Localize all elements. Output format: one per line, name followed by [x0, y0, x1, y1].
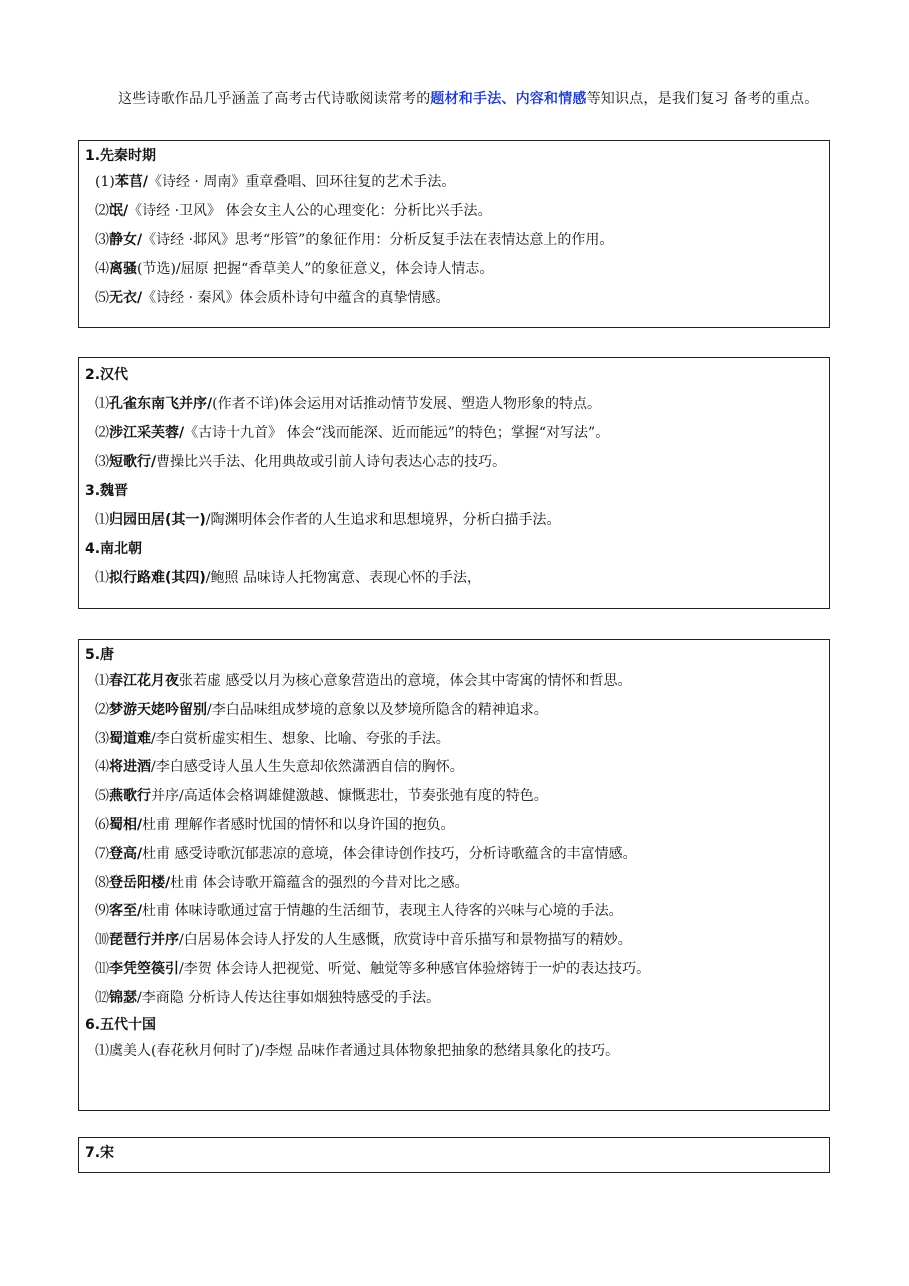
poem-description: 《诗经 ·卫风》 体会女主人公的心理变化：分析比兴手法。 [128, 203, 492, 219]
poem-list-item [85, 926, 823, 955]
poem-description: (节选)/屈原 把握“香草美人”的象征意义，体会诗人情志。 [137, 261, 494, 277]
poem-description: /陶渊明体会作者的人生追求和思想境界，分析白描手法。 [205, 512, 561, 528]
item-number: ⑼ [95, 903, 109, 920]
poem-title: 琵琶行并序 [109, 932, 179, 949]
poem-title: 静女/ [109, 232, 143, 248]
item-number: ⑷ [95, 261, 109, 277]
poem-title: 蜀道难 [109, 730, 151, 747]
poem-title: 梦游天姥吟留别 [109, 701, 207, 718]
item-number: ⑻ [95, 874, 109, 891]
item-number: ⑴ [95, 673, 109, 689]
item-number: ⑷ [95, 759, 109, 776]
poem-title: 锦瑟 [109, 989, 137, 1006]
item-number: ⑺ [95, 845, 109, 862]
section-box-pre-qin [78, 140, 830, 328]
item-number: ⑴ [95, 570, 109, 586]
poem-description: 杜甫 体味诗歌通过富于情趣的生活细节，表现主人待客的兴味与心境的手法。 [142, 903, 623, 920]
poem-list-item [85, 696, 823, 725]
section-heading: 5.唐 [85, 647, 115, 663]
intro-text-after: 等知识点，是我们复习 备考的重点。 [586, 91, 819, 107]
poem-title: 拟行路难(其四) [109, 570, 206, 586]
section-heading: 7.宋 [85, 1145, 115, 1161]
poem-title: 登高/ [109, 845, 143, 862]
section-heading: 3.魏晋 [85, 483, 129, 499]
poem-list-item [85, 897, 823, 926]
poem-description: /鲍照 品味诗人托物寓意、表现心怀的手法， [205, 570, 481, 586]
item-number: ⑶ [95, 232, 109, 248]
section-heading: 6.五代十国 [85, 1016, 157, 1033]
poem-description: (作者不详)体会运用对话推动情节发展、塑造人物形象的特点。 [212, 396, 602, 412]
poem-title: 李凭箜篌引 [109, 960, 179, 977]
poem-list-item [85, 284, 823, 313]
item-number: ⑿ [95, 989, 109, 1006]
intro-paragraph [84, 86, 826, 112]
item-number: ⑵ [95, 203, 109, 219]
poem-list-item [85, 506, 823, 535]
poem-list-item [85, 226, 823, 255]
item-number: ⑴ [95, 396, 109, 412]
poem-description: 《诗经 ·邶风》思考“彤管”的象征作用：分析反复手法在表情达意上的作用。 [142, 232, 614, 248]
poem-list-item [85, 782, 823, 811]
section-box-han-wei-nanbei [78, 357, 830, 609]
poem-list-item [85, 984, 823, 1013]
poem-title: 涉江采芙蓉/ [109, 425, 185, 441]
poem-description: 曹操比兴手法、化用典故或引前人诗句表达心志的技巧。 [156, 454, 507, 470]
section-box-tang-five-dynasties [78, 639, 830, 1111]
poem-list-item [85, 564, 823, 593]
item-number: ⑶ [95, 730, 109, 747]
poem-list-item [85, 197, 823, 226]
poem-description: 《古诗十九首》 体会“浅而能深、近而能远”的特色；掌握“对写法”。 [184, 425, 610, 441]
item-number: ⑽ [95, 932, 109, 949]
poem-description: 虞美人(春花秋月何时了)/李煜 品味作者通过具体物象把抽象的愁绪具象化的技巧。 [109, 1042, 620, 1059]
poem-list-item [85, 255, 823, 284]
poem-list-item [85, 667, 823, 696]
poem-description: 杜甫 理解作者感时忧国的情怀和以身许国的抱负。 [142, 816, 455, 833]
item-number: ⑵ [95, 701, 109, 718]
poem-description: 并序/高适体会格调雄健激越、慷慨悲壮，节奏张弛有度的特色。 [151, 788, 548, 805]
poem-description: /李白品味组成梦境的意象以及梦境所隐含的精神追求。 [207, 701, 548, 718]
item-number: ⑴ [95, 1042, 109, 1059]
section-box-song [78, 1137, 830, 1173]
poem-description: /李商隐 分析诗人传达往事如烟独特感受的手法。 [137, 989, 441, 1006]
poem-description: 《诗经 · 周南》重章叠唱、回环往复的艺术手法。 [147, 174, 456, 190]
poem-list-item [85, 811, 823, 840]
item-number: ⑸ [95, 788, 109, 805]
poem-list-item [85, 390, 823, 419]
intro-text-before: 这些诗歌作品几乎涵盖了高考古代诗歌阅读常考的 [118, 91, 431, 107]
item-number: ⑵ [95, 425, 109, 441]
poem-title: 蜀相/ [109, 816, 143, 833]
item-number: ⑹ [95, 816, 109, 833]
poem-title: 无衣/ [109, 290, 143, 306]
poem-title: 将进酒 [109, 759, 151, 776]
poem-title: 氓/ [109, 203, 129, 219]
poem-title: 客至/ [109, 903, 143, 920]
poem-description: /李白赏析虚实相生、想象、比喻、夸张的手法。 [151, 730, 450, 747]
poem-list-item [85, 840, 823, 869]
poem-title: 归园田居(其一) [109, 512, 206, 528]
item-number: (1) [95, 174, 115, 190]
poem-list-item [85, 448, 823, 477]
poem-list-item [85, 168, 823, 197]
poem-title: 登岳阳楼/ [109, 874, 171, 891]
intro-highlight: 题材和手法、内容和情感 [430, 91, 587, 107]
poem-title: 短歌行/ [109, 454, 157, 470]
poem-list-item [85, 955, 823, 984]
poem-list-item [85, 419, 823, 448]
section-heading: 1.先秦时期 [85, 148, 157, 164]
poem-title: 春江花月夜 [109, 673, 179, 689]
poem-list-item [85, 725, 823, 754]
poem-title: 苯苢/ [114, 174, 148, 190]
item-number: ⑾ [95, 960, 109, 977]
poem-title: 离骚 [109, 261, 137, 277]
poem-description: /白居易体会诗人抒发的人生感慨，欣赏诗中音乐描写和景物描写的精妙。 [179, 932, 632, 949]
poem-description: 杜甫 体会诗歌开篇蕴含的强烈的今昔对比之感。 [170, 874, 469, 891]
item-number: ⑶ [95, 454, 109, 470]
poem-description: /李白感受诗人虽人生失意却依然潇洒自信的胸怀。 [151, 759, 464, 776]
poem-description: 《诗经 · 秦风》体会质朴诗句中蕴含的真挚情感。 [142, 290, 450, 306]
poem-list-item [85, 1037, 823, 1066]
poem-description: 杜甫 感受诗歌沉郁悲凉的意境，体会律诗创作技巧，分析诗歌蕴含的丰富情感。 [142, 845, 637, 862]
poem-title: 孔雀东南飞并序/ [109, 396, 213, 412]
item-number: ⑸ [95, 290, 109, 306]
item-number: ⑴ [95, 512, 109, 528]
poem-description: /李贺 体会诗人把视觉、听觉、触觉等多种感官体验熔铸于一炉的表达技巧。 [179, 960, 651, 977]
section-heading: 4.南北朝 [85, 541, 143, 557]
poem-title: 燕歌行 [109, 788, 151, 805]
poem-list-item [85, 869, 823, 898]
poem-list-item [85, 753, 823, 782]
section-heading: 2.汉代 [85, 367, 129, 383]
poem-description: 张若虚 感受以月为核心意象营造出的意境，体会其中寄寓的情怀和哲思。 [179, 673, 632, 689]
